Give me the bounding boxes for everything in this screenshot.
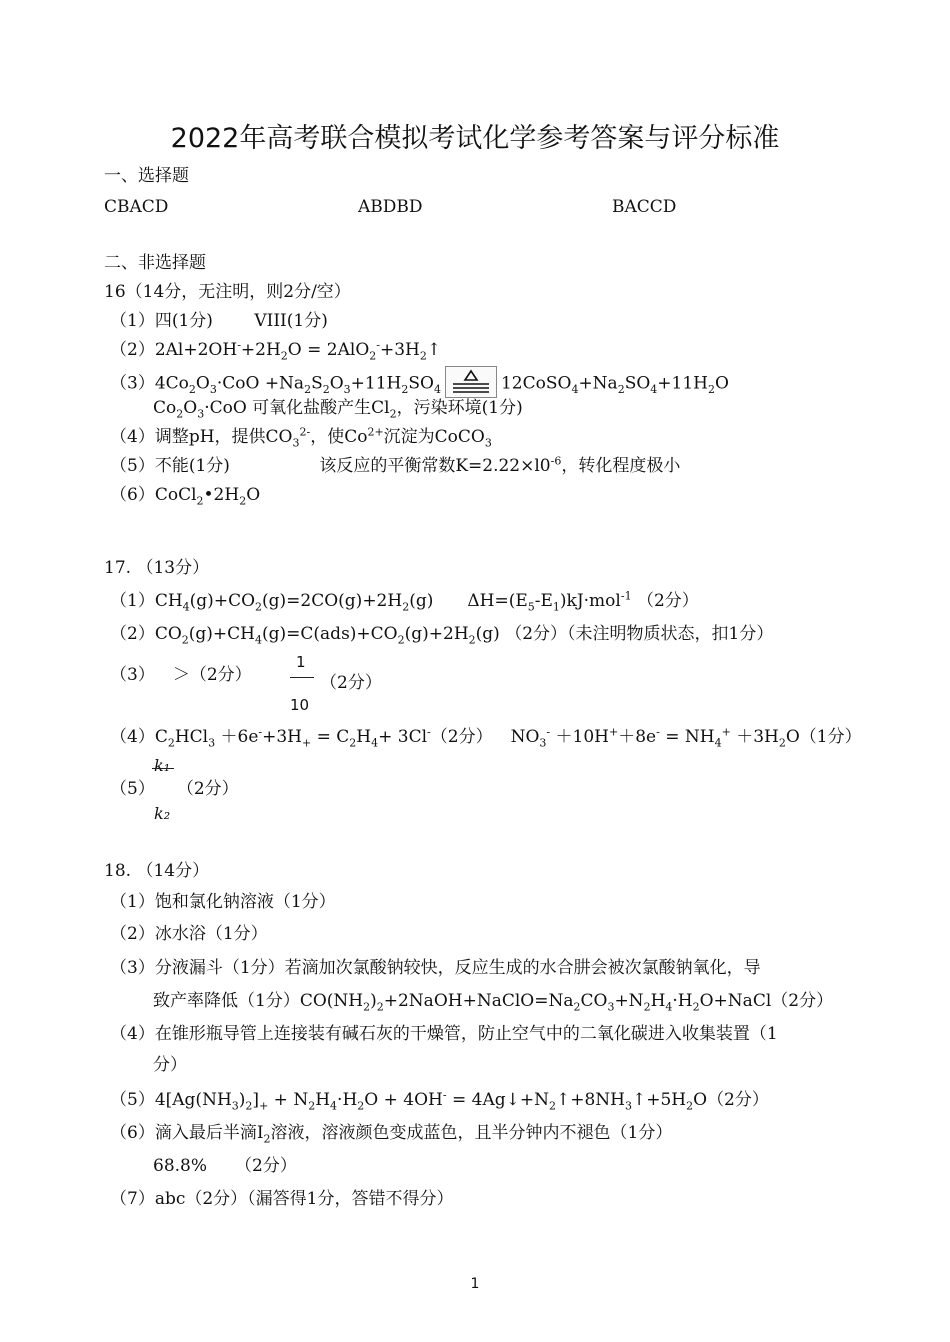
q16-p4: （4）调整pH，提供$CO_3^{2-}$，使$Co^{2+}$沉淀为CoCO$_3$: [110, 425, 492, 450]
q18-header: 18. （14分）: [104, 861, 210, 881]
page-number: 1: [470, 1276, 480, 1292]
q17-p3: （3） ＞（2分）: [110, 665, 252, 685]
q18-p3-line1: （3）分液漏斗（1分）若滴加次氯酸钠较快，反应生成的水合肼会被次氯酸钠氧化，导: [110, 958, 761, 978]
q18-p4-line1: （4）在锥形瓶导管上连接装有碱石灰的干燥管，防止空气中的二氧化碳进入收集装置（1: [110, 1024, 778, 1044]
q17-header: 17. （13分）: [104, 558, 210, 578]
q17-p2: $(2)CO_2(g)+CH_4(g)=C(ads)+CO_2(g)+2H_2(g)$ （2分）（未注明物质状态，扣1分）: [110, 624, 774, 647]
q18-p6-line1: （6）滴入最后半滴$I_2$溶液，溶液颜色变成蓝色，且半分钟内不褪色（1分）: [110, 1123, 673, 1146]
q18-p3-line2: 致产率降低（1分）$CO(NH_2)_2+2NaOH+NaClO=Na_2CO_3+N_2H_4\cdot H_2O+NaCl(2$分）: [153, 991, 834, 1014]
q18-p4-line2: 分）: [153, 1055, 187, 1075]
q16-p5: （5）不能(1分) 该反应的平衡常数$K=2.22\times l0^{-6}$，转化程度极小: [110, 454, 681, 476]
section2-heading: 二、非选择题: [104, 253, 206, 273]
q17-p5: （5） （2分）: [110, 779, 239, 799]
mc-answers-1: CBACD: [104, 197, 169, 217]
q18-p7: （7）abc（2分）（漏答得1分，答错不得分）: [110, 1189, 454, 1209]
q17-p5-denominator: k₂: [154, 804, 171, 823]
mc-answers-2: ABDBD: [358, 197, 423, 217]
mc-answers-3: BACCD: [612, 197, 677, 217]
section1-heading: 一、选择题: [104, 166, 189, 186]
q18-p6-line2: 68.8% （2分）: [153, 1156, 297, 1176]
q17-p5-numerator: k₁: [154, 756, 171, 775]
q17-p4: $(4)C_2HCl_3 +6e^-+3H_+ = C_2H_4+ 3Cl^-(2$分） $NO_3^- +10H^++8e^- = NH_4^+ +3H_2O(1$分）: [110, 725, 862, 750]
q16-p6: $(6)CoCl_2•2H_2O$: [110, 485, 261, 508]
q16-p2: $(2)2Al+2OH^-+2H_2O$ = $2AlO_2^-+3H_2↑$: [110, 338, 442, 363]
q16-p3-note: $Co_2O_3\cdot CoO$ 可氧化盐酸产生$Cl_2$，污染环境(1分): [153, 398, 523, 421]
q16-p1: （1）四(1分) VIII(1分): [110, 311, 328, 331]
q17-p5-fraction-bar: [152, 768, 174, 769]
heating-condition-icon: [445, 366, 497, 398]
q18-p5: $(5)4[Ag(NH_3)_2]_+ + N_2H_4\cdot H_2O + 4OH^-$ = $4Ag↓+N_2↑+8NH_3↑+5H_2O(2$分）: [110, 1088, 769, 1113]
q18-p2: （2）冰水浴（1分）: [110, 924, 268, 944]
page-title: 2022年高考联合模拟考试化学参考答案与评分标准: [170, 123, 780, 154]
q17-p3-denominator: 10: [290, 696, 310, 714]
q17-p3-fraction-bar: [290, 677, 314, 678]
q17-p3-numerator: 1: [296, 653, 306, 671]
q17-p1: $(1)CH_4(g)+CO_2(g)=2CO(g)+2H_2(g)$ $\Delta H=(E_5-E_1)kJ\cdot mol^{-1}$ （2分）: [110, 589, 699, 614]
q18-p1: （1）饱和氯化钠溶液（1分）: [110, 892, 336, 912]
q16-p3-equation: $(3)4Co_2O_3\cdot CoO +Na_2S_2O_3+11H_2SO_4$ $12CoSO_4+Na_2SO_4+11H_2O$: [110, 368, 729, 400]
q17-p3-score: （2分）: [320, 673, 382, 693]
q16-header: 16（14分，无注明，则2分/空）: [104, 282, 351, 302]
